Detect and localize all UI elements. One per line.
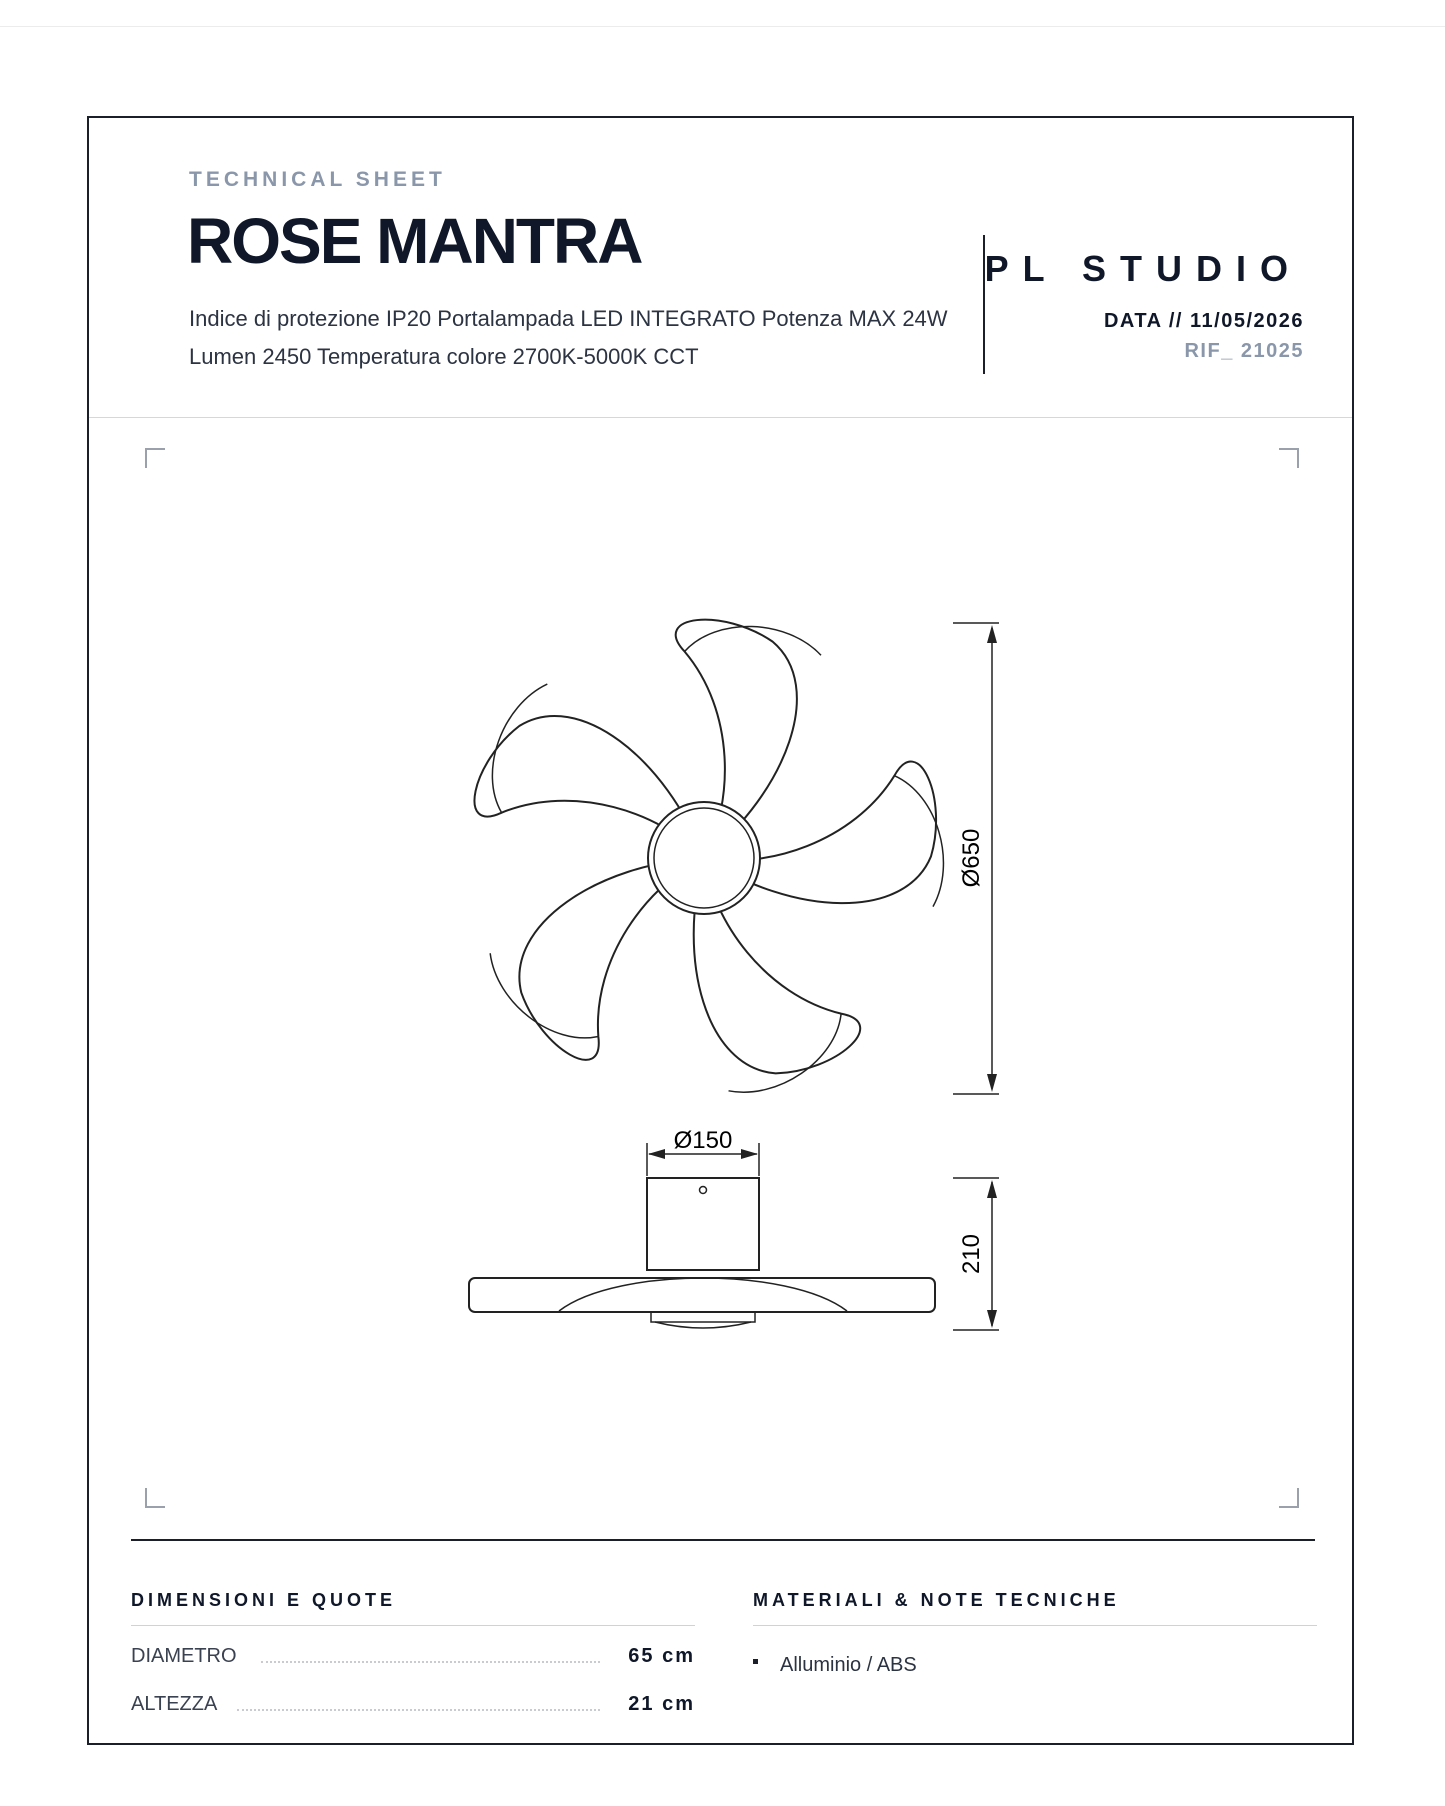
materials-item — [753, 1654, 917, 1677]
dimensions-title: DIMENSIONI E QUOTE — [131, 1590, 397, 1610]
diameter-dimension — [953, 623, 999, 1094]
diameter-label: Ø650 — [958, 828, 985, 888]
base-diameter-dimension — [647, 1127, 759, 1176]
dimension-label: ALTEZZA — [131, 1693, 218, 1715]
technical-drawing — [89, 418, 1352, 1518]
dimension-value: 65 cm — [628, 1645, 695, 1667]
base-diameter-label: Ø150 — [673, 1127, 733, 1154]
dimension-label: DIAMETRO — [131, 1645, 237, 1667]
studio-name: PL STUDIO — [984, 248, 1302, 289]
top-divider — [0, 26, 1445, 27]
technical-sheet — [87, 116, 1354, 1745]
dotted-leader — [237, 1709, 600, 1711]
dimension-row-diameter — [131, 1645, 695, 1675]
dimension-value: 21 cm — [628, 1693, 695, 1715]
materials-underline — [753, 1625, 1317, 1626]
footer-divider — [131, 1539, 1315, 1541]
dimensions-underline — [131, 1625, 695, 1626]
height-label: 210 — [958, 1233, 985, 1275]
dotted-leader — [261, 1661, 600, 1663]
product-title: ROSE MANTRA — [187, 205, 642, 277]
sheet-kicker: TECHNICAL SHEET — [189, 168, 446, 191]
sheet-reference: RIF_ 21025 — [1184, 340, 1304, 362]
product-description: Indice di protezione IP20 Portalampada LED INTEGRATO Potenza MAX 24W Lumen 2450 Temperatura colore 2700K-5000K CCT — [189, 306, 948, 369]
fan-side-view — [469, 1178, 935, 1328]
materials-title: MATERIALI & NOTE TECNICHE — [753, 1590, 1120, 1610]
bullet-icon — [753, 1659, 758, 1664]
materials-item-text: Alluminio / ABS — [780, 1654, 917, 1676]
dimension-row-height — [131, 1693, 695, 1723]
fan-top-view — [420, 581, 992, 1137]
sheet-date: DATA // 11/05/2026 — [1103, 310, 1304, 332]
height-dimension — [953, 1178, 999, 1330]
